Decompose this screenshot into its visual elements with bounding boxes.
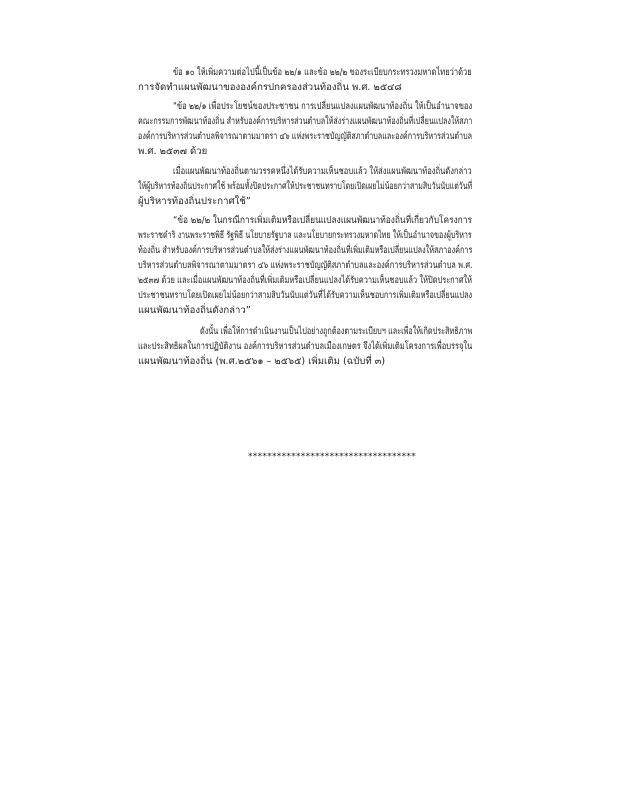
paragraph-line: คณะกรรมการพัฒนาท้องถิ่น สำหรับองค์การบริหารส่วนตำบลให้ส่งร่างแผนพัฒนาท้องถิ่นที่เปลี่ยนแปลงให้สภา bbox=[138, 116, 473, 127]
paragraph-line: ประชาชนทราบโดยเปิดเผยไม่น้อยกว่าสามสิบวันนับแต่วันที่ได้รับความเห็นชอบการเพิ่มเติมหรือเปลี่ยนแปลง bbox=[138, 290, 473, 301]
section-divider: *********************************** bbox=[248, 452, 416, 462]
paragraph-line: การจัดทำแผนพัฒนาขององค์กรปกครองส่วนท้องถิ่น พ.ศ. ๒๕๔๘ bbox=[138, 82, 402, 93]
paragraph-line: ดังนั้น เพื่อให้การดำเนินงานเป็นไปอย่างถูกต้องตามระเบียบฯ และเพื่อให้เกิดประสิทธิภาพ bbox=[200, 326, 473, 337]
paragraph-line: เมื่อแผนพัฒนาท้องถิ่นตามวรรคหนึ่งได้รับความเห็นชอบแล้ว ให้ส่งแผนพัฒนาท้องถิ่นดังกล่าว bbox=[173, 166, 472, 177]
paragraph-line: แผนพัฒนาท้องถิ่นดังกล่าว” bbox=[138, 305, 251, 316]
paragraph-line: พระราชดำริ งานพระราชพิธี รัฐพิธี นโยบายรัฐบาล และนโยบายกระทรวงมหาดไทย ให้เป็นอำนาจของผู้บริหาร bbox=[138, 230, 472, 241]
paragraph-line: ผู้บริหารท้องถิ่นประกาศใช้” bbox=[138, 196, 251, 207]
paragraph-line: บริหารส่วนตำบลพิจารณาตามมาตรา ๔๖ แห่งพระราชบัญญัติสภาตำบลและองค์การบริหารส่วนตำบล พ.ศ. bbox=[138, 260, 473, 271]
paragraph-line: ๒๕๓๗ ด้วย และเมื่อแผนพัฒนาท้องถิ่นที่เพิ่มเติมหรือเปลี่ยนแปลงได้รับความเห็นชอบแล้ว ให้ปิดประกาศให้ bbox=[138, 275, 473, 286]
paragraph-line: ให้ผู้บริหารท้องถิ่นประกาศใช้ พร้อมทั้งปิดประกาศให้ประชาชนทราบโดยเปิดเผยไม่น้อยกว่าสามสิบวันนับแต่วันที่ bbox=[138, 181, 473, 192]
paragraph-line: ท้องถิ่น สำหรับองค์การบริหารส่วนตำบลให้ส่งร่างแผนพัฒนาท้องถิ่นที่เพิ่มเติมหรือเปลี่ยนแปลงให้สภาองค์การ bbox=[138, 245, 473, 256]
paragraph-line: องค์การบริหารส่วนตำบลพิจารณาตามมาตรา ๔๖ แห่งพระราชบัญญัติสภาตำบลและองค์การบริหารส่วนตำบล bbox=[138, 131, 473, 142]
paragraph-line: ข้อ ๑๐ ให้เพิ่มความต่อไปนี้เป็นข้อ ๒๒/๑ และข้อ ๒๒/๒ ของระเบียบกระทรวงมหาดไทยว่าด้วย bbox=[173, 67, 472, 78]
paragraph-line: “ข้อ ๒๒/๑ เพื่อประโยชน์ของประชาชน การเปลี่ยนแปลงแผนพัฒนาท้องถิ่น ให้เป็นอำนาจของ bbox=[173, 101, 473, 112]
paragraph-line: แผนพัฒนาท้องถิ่น (พ.ศ.๒๕๖๑ – ๒๕๖๕) เพิ่มเติม (ฉบับที่ ๓) bbox=[138, 356, 386, 367]
paragraph-line: “ข้อ ๒๒/๒ ในกรณีการเพิ่มเติมหรือเปลี่ยนแปลงแผนพัฒนาท้องถิ่นที่เกี่ยวกับโครงการ bbox=[173, 215, 472, 226]
paragraph-line: พ.ศ. ๒๕๓๗ ด้วย bbox=[138, 146, 208, 157]
paragraph-line: และประสิทธิผลในการปฏิบัติงาน องค์การบริหารส่วนตำบลเมืองเกษตร จึงได้เพิ่มเติมโครงการเพื่อบรรจุใน bbox=[138, 341, 473, 352]
